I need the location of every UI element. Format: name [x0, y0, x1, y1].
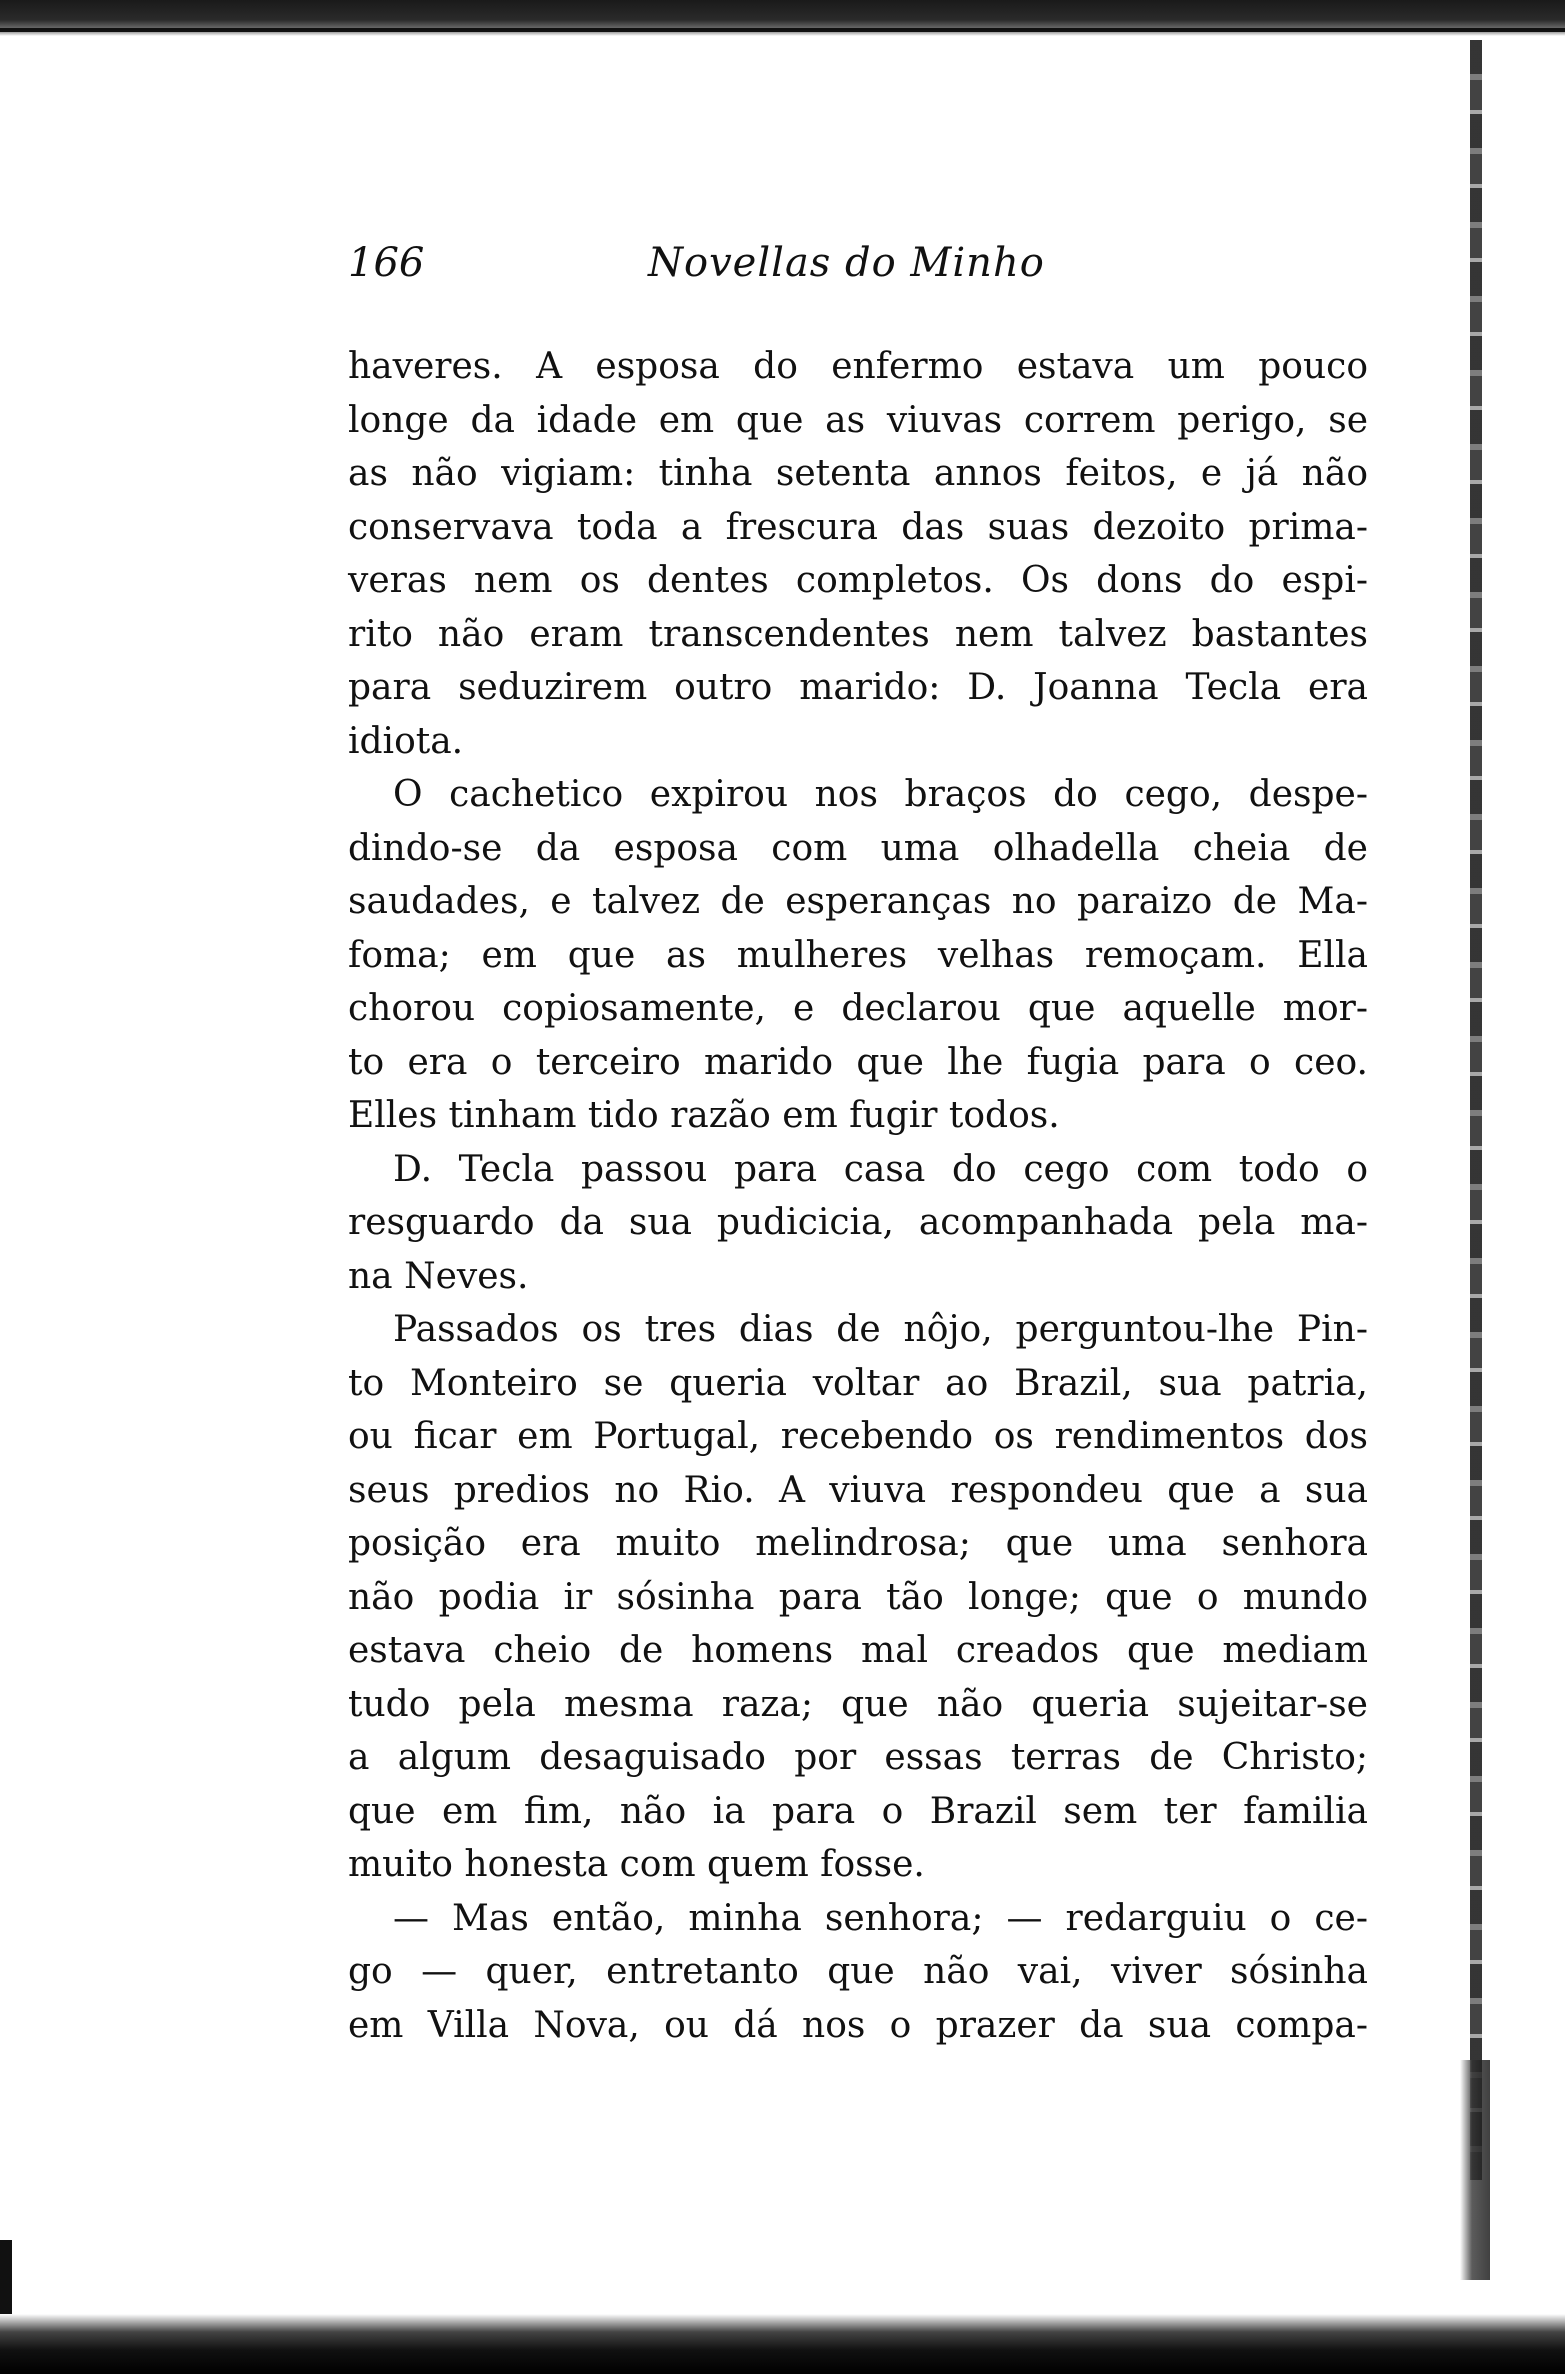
scan-right-edge-shadow [1460, 2060, 1490, 2280]
text-line: tudo pela mesma raza; que não queria sujeitar-se [348, 1683, 1368, 1725]
text-line: seus predios no Rio. A viuva respondeu que a sua [348, 1469, 1368, 1511]
text-line: ou ficar em Portugal, recebendo os rendimentos dos [348, 1416, 1368, 1457]
scan-top-edge [0, 0, 1565, 36]
paragraph [348, 1143, 1368, 1304]
text-line: D. Tecla passou para casa do cego com todo o [393, 1148, 1368, 1190]
text-line: — Mas então, minha senhora; — redarguiu o ce- [393, 1897, 1368, 1939]
paragraph [348, 340, 1368, 768]
text-line: haveres. A esposa do enfermo estava um pouco [348, 346, 1368, 387]
paragraph [348, 1892, 1368, 2053]
body-text [348, 340, 1368, 2052]
running-title: Novellas do Minho [648, 240, 1045, 286]
text-line: to Monteiro se queria voltar ao Brazil, sua patria, [348, 1362, 1368, 1404]
book-page [348, 240, 1368, 2052]
text-line: saudades, e talvez de esperanças no paraizo de Ma- [348, 881, 1368, 922]
text-line: to era o terceiro marido que lhe fugia para o ceo. [348, 1041, 1368, 1083]
text-line: foma; em que as mulheres velhas remoçam. Ella [348, 934, 1368, 976]
text-line: posição era muito melindrosa; que uma senhora [348, 1523, 1368, 1564]
text-line: as não vigiam: tinha setenta annos feitos, e já não [348, 453, 1368, 494]
text-line: O cachetico expirou nos braços do cego, despe- [393, 774, 1368, 815]
text-line: longe da idade em que as viuvas correm perigo, se [348, 399, 1368, 441]
text-line: a algum desaguisado por essas terras de Christo; [348, 1737, 1368, 1778]
running-head [348, 240, 1368, 300]
text-line: Elles tinham tido razão em fugir todos. [348, 1095, 1060, 1136]
scan-bottom-edge [0, 2314, 1565, 2374]
text-line: não podia ir sósinha para tão longe; que o mundo [348, 1576, 1368, 1618]
text-line: dindo-se da esposa com uma olhadella cheia de [348, 827, 1368, 869]
paragraph [348, 1303, 1368, 1892]
text-line: na Neves. [348, 1255, 529, 1297]
text-line: Passados os tres dias de nôjo, perguntou-lhe Pin- [393, 1309, 1368, 1350]
text-line: chorou copiosamente, e declarou que aquelle mor- [348, 988, 1368, 1029]
text-line: para seduzirem outro marido: D. Joanna Tecla era [348, 667, 1368, 708]
text-line: estava cheio de homens mal creados que mediam [348, 1630, 1368, 1671]
paragraph [348, 768, 1368, 1143]
text-line: idiota. [348, 720, 464, 762]
text-line: que em fim, não ia para o Brazil sem ter familia [348, 1790, 1368, 1832]
text-line: go — quer, entretanto que não vai, viver sósinha [348, 1951, 1368, 1992]
text-line: resguardo da sua pudicicia, acompanhada pela ma- [348, 1202, 1368, 1243]
scan-right-edge [1470, 40, 1482, 2180]
text-line: conservava toda a frescura das suas dezoito prima- [348, 506, 1368, 548]
text-line: em Villa Nova, ou dá nos o prazer da sua compa- [348, 2004, 1368, 2046]
text-line: muito honesta com quem fosse. [348, 1844, 925, 1885]
page-number: 166 [348, 240, 425, 286]
text-line: veras nem os dentes completos. Os dons do espi- [348, 560, 1368, 601]
text-line: rito não eram transcendentes nem talvez bastantes [348, 613, 1368, 655]
